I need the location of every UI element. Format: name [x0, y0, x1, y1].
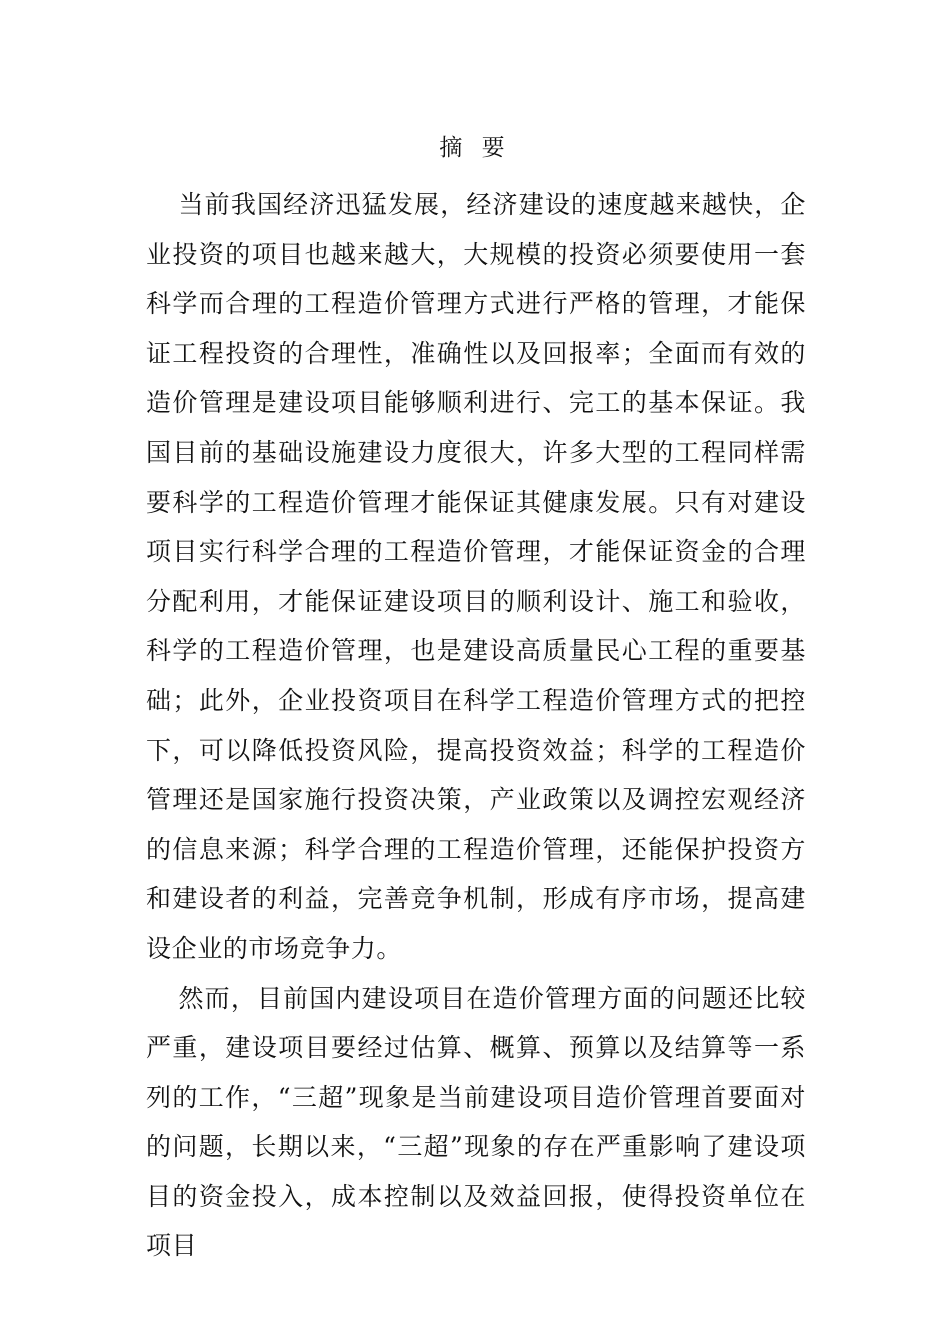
abstract-title: 摘 要 [439, 135, 511, 161]
abstract-paragraph-1: 当前我国经济迅猛发展，经济建设的速度越来越快，企业投资的项目也越来越大，大规模的投资必须要使用一套科学而合理的工程造价管理方式进行严格的管理，才能保证工程投资的合理性，准确性以及回报率；全面而有效的造价管理是建设项目能够顺利进行、完工的基本保证。我国目前的基础设施建设力度很大，许多大型的工程同样需要科学的工程造价管理才能保证其健康发展。只有对建设项目实行科学合理的工程造价管理，才能保证资金的合理分配利用，才能保证建设项目的顺利设计、施工和验收，科学的工程造价管理，也是建设高质量民心工程的重要基础；此外，企业投资项目在科学工程造价管理方式的把控下，可以降低投资风险，提高投资效益；科学的工程造价管理还是国家施行投资决策，产业政策以及调控宏观经济的信息来源；科学合理的工程造价管理，还能保护投资方和建设者的利益，完善竞争机制，形成有序市场，提高建设企业的市场竞争力。 [146, 190, 806, 963]
abstract-body [146, 180, 806, 1271]
abstract-paragraph-2: 然而，目前国内建设项目在造价管理方面的问题还比较严重，建设项目要经过估算、概算、预算以及结算等一系列的工作，“三超”现象是当前建设项目造价管理首要面对的问题，长期以来，“三超”现象的存在严重影响了建设项目的资金投入，成本控制以及效益回报，使得投资单位在项目 [146, 983, 806, 1261]
